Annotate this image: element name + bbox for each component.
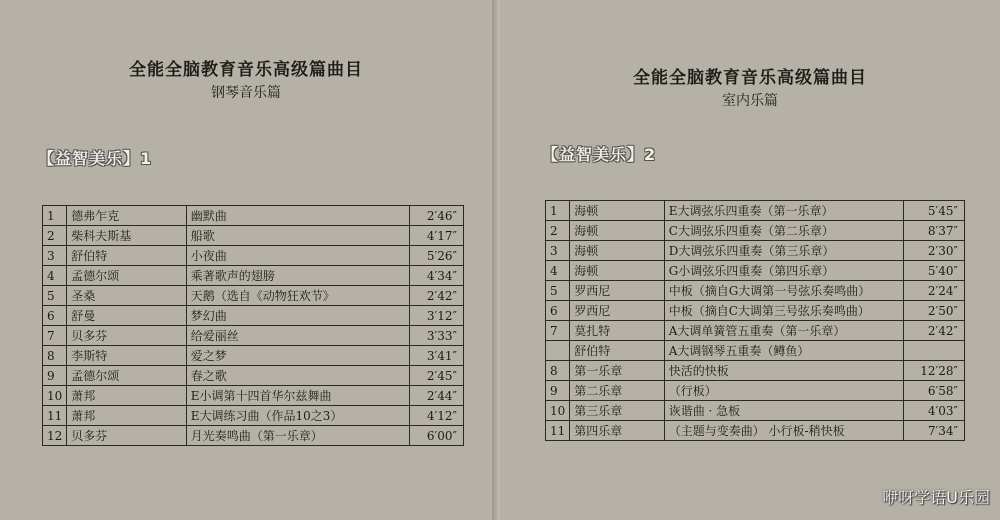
track-title: 乘著歌声的翅膀 [186, 266, 409, 286]
track-title: C大调弦乐四重奏（第二乐章） [664, 221, 903, 241]
track-duration: 2′42″ [903, 321, 964, 341]
track-number: 7 [546, 321, 570, 341]
track-title: 快活的快板 [664, 361, 903, 381]
track-composer: 海顿 [570, 261, 664, 281]
track-duration: 5′40″ [903, 261, 964, 281]
track-duration: 2′24″ [903, 281, 964, 301]
left-page [0, 0, 492, 520]
track-number [546, 341, 570, 361]
track-number: 1 [546, 201, 570, 221]
track-duration: 4′34″ [410, 266, 464, 286]
right-page-title: 全能全脑教育音乐高级篇曲目 [633, 68, 867, 88]
track-number: 2 [43, 226, 67, 246]
track-composer: 第三乐章 [570, 401, 664, 421]
track-title: 船歌 [186, 226, 409, 246]
track-title: 春之歌 [186, 366, 409, 386]
track-duration: 3′33″ [410, 326, 464, 346]
track-composer: 罗西尼 [570, 281, 664, 301]
track-duration: 3′41″ [410, 346, 464, 366]
track-composer: 贝多芬 [67, 426, 186, 446]
track-title: A大调钢琴五重奏（鳟鱼） [664, 341, 903, 361]
track-number: 5 [546, 281, 570, 301]
track-title: 幽默曲 [186, 206, 409, 226]
track-row [546, 221, 965, 241]
track-composer: 萧邦 [67, 386, 186, 406]
track-title: 爱之梦 [186, 346, 409, 366]
track-title: 中板（摘自C大调第三号弦乐奏鸣曲） [664, 301, 903, 321]
track-composer: 萧邦 [67, 406, 186, 426]
track-title: D大调弦乐四重奏（第三乐章） [664, 241, 903, 261]
track-row [546, 281, 965, 301]
track-number: 8 [546, 361, 570, 381]
track-title: E大调弦乐四重奏（第一乐章） [664, 201, 903, 221]
track-duration: 5′45″ [903, 201, 964, 221]
track-duration: 3′12″ [410, 306, 464, 326]
track-row [546, 361, 965, 381]
track-composer: 圣桑 [67, 286, 186, 306]
track-title: （主题与变奏曲） 小行板-稍快板 [664, 421, 903, 441]
track-number: 9 [43, 366, 67, 386]
track-composer: 柴科夫斯基 [67, 226, 186, 246]
track-composer: 罗西尼 [570, 301, 664, 321]
track-number: 4 [546, 261, 570, 281]
track-row [43, 366, 464, 386]
track-duration: 5′26″ [410, 246, 464, 266]
track-composer: 德弗乍克 [67, 206, 186, 226]
track-row [43, 246, 464, 266]
track-composer: 海顿 [570, 241, 664, 261]
left-page-title: 全能全脑教育音乐高级篇曲目 [129, 60, 363, 80]
track-number: 5 [43, 286, 67, 306]
track-number: 6 [546, 301, 570, 321]
right-page [500, 0, 1000, 520]
track-composer: 第一乐章 [570, 361, 664, 381]
track-title: （行板） [664, 381, 903, 401]
track-duration: 2′44″ [410, 386, 464, 406]
track-number: 10 [546, 401, 570, 421]
book-spine [492, 0, 500, 520]
track-row [43, 326, 464, 346]
track-title: 小夜曲 [186, 246, 409, 266]
track-duration: 2′46″ [410, 206, 464, 226]
track-duration: 4′17″ [410, 226, 464, 246]
right-track-table [545, 200, 965, 441]
track-duration: 8′37″ [903, 221, 964, 241]
track-number: 8 [43, 346, 67, 366]
track-row [43, 206, 464, 226]
track-title: E大调练习曲（作品10之3） [186, 406, 409, 426]
left-page-subtitle: 钢琴音乐篇 [211, 85, 281, 101]
right-page-subtitle: 室内乐篇 [722, 93, 778, 109]
track-composer: 舒曼 [67, 306, 186, 326]
track-duration: 4′03″ [903, 401, 964, 421]
track-title: 中板（摘自G大调第一号弦乐奏鸣曲） [664, 281, 903, 301]
track-duration: 12′28″ [903, 361, 964, 381]
track-row [546, 261, 965, 281]
track-row [43, 266, 464, 286]
track-row [43, 346, 464, 366]
track-row [43, 226, 464, 246]
track-number: 3 [43, 246, 67, 266]
track-row [43, 406, 464, 426]
track-number: 12 [43, 426, 67, 446]
track-title: A大调单簧管五重奏（第一乐章） [664, 321, 903, 341]
track-composer: 李斯特 [67, 346, 186, 366]
track-row [546, 301, 965, 321]
track-number: 6 [43, 306, 67, 326]
track-duration: 2′50″ [903, 301, 964, 321]
track-row [546, 421, 965, 441]
track-composer: 第四乐章 [570, 421, 664, 441]
track-duration: 2′45″ [410, 366, 464, 386]
track-duration: 7′34″ [903, 421, 964, 441]
track-row [43, 286, 464, 306]
track-duration [903, 341, 964, 361]
track-duration: 6′58″ [903, 381, 964, 401]
track-number: 11 [546, 421, 570, 441]
track-composer: 莫扎特 [570, 321, 664, 341]
track-title: 梦幻曲 [186, 306, 409, 326]
left-section-heading: 【益智美乐】1 [38, 149, 153, 168]
track-title: 给爱丽丝 [186, 326, 409, 346]
track-number: 10 [43, 386, 67, 406]
track-duration: 2′42″ [410, 286, 464, 306]
track-number: 11 [43, 406, 67, 426]
track-composer: 贝多芬 [67, 326, 186, 346]
track-composer: 舒伯特 [570, 341, 664, 361]
left-track-table [42, 205, 464, 446]
track-title: 月光奏鸣曲（第一乐章） [186, 426, 409, 446]
track-duration: 6′00″ [410, 426, 464, 446]
track-number: 4 [43, 266, 67, 286]
watermark: 咿呀学语U乐园 [882, 488, 990, 507]
track-composer: 孟德尔颂 [67, 266, 186, 286]
track-number: 2 [546, 221, 570, 241]
track-title: G小调弦乐四重奏（第四乐章） [664, 261, 903, 281]
track-row [43, 386, 464, 406]
track-row [43, 306, 464, 326]
track-duration: 4′12″ [410, 406, 464, 426]
track-row [546, 321, 965, 341]
track-row [546, 201, 965, 221]
track-composer: 海顿 [570, 221, 664, 241]
track-composer: 孟德尔颂 [67, 366, 186, 386]
track-number: 9 [546, 381, 570, 401]
track-composer: 海顿 [570, 201, 664, 221]
track-composer: 第二乐章 [570, 381, 664, 401]
track-row [546, 401, 965, 421]
track-number: 7 [43, 326, 67, 346]
track-title: 天鹅（选自《动物狂欢节》 [186, 286, 409, 306]
track-duration: 2′30″ [903, 241, 964, 261]
track-title: E小调第十四首华尔兹舞曲 [186, 386, 409, 406]
track-number: 1 [43, 206, 67, 226]
track-row [546, 381, 965, 401]
track-row [546, 241, 965, 261]
right-section-heading: 【益智美乐】2 [542, 145, 657, 164]
track-row [43, 426, 464, 446]
track-number: 3 [546, 241, 570, 261]
track-title: 诙谐曲 · 急板 [664, 401, 903, 421]
track-row [546, 341, 965, 361]
track-composer: 舒伯特 [67, 246, 186, 266]
